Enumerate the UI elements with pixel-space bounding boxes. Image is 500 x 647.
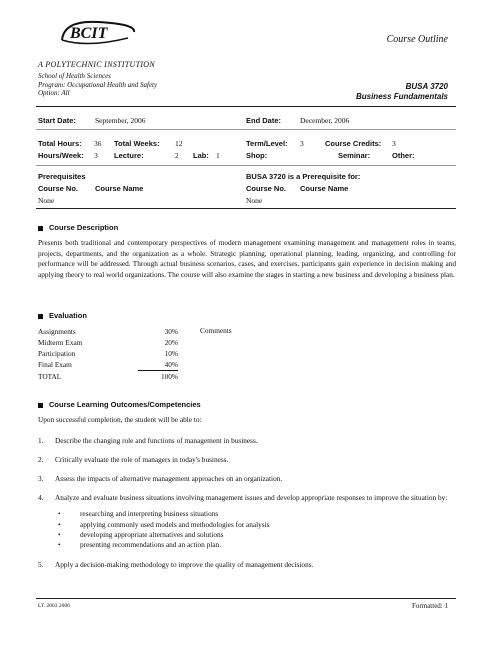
- prereq-for-col-no: Course No.: [246, 184, 287, 193]
- outcomes-heading: [38, 400, 201, 409]
- description-title: Course Description: [49, 223, 119, 232]
- evaluation-total-row: [38, 371, 188, 382]
- shop-label: Shop:: [246, 151, 268, 160]
- evaluation-pct: 40%: [138, 359, 178, 371]
- start-date-value: September, 2006: [95, 116, 146, 125]
- footer-left: LT. 2003 2006: [38, 603, 70, 609]
- lab-label: Lab:: [193, 151, 209, 160]
- section-bullet-icon: [38, 403, 43, 408]
- evaluation-row: [38, 326, 188, 337]
- details-rule-2: [36, 165, 456, 166]
- program-name: Program: Occupational Health and Safety: [38, 80, 158, 89]
- end-date-value: December, 2006: [300, 116, 350, 125]
- outcome-sub-item: • presenting recommendations and an action plan.: [80, 540, 456, 550]
- section-bullet-icon: [38, 226, 43, 231]
- credits-label: Course Credits:: [325, 139, 382, 148]
- evaluation-row: [38, 348, 188, 359]
- outcomes-title: Course Learning Outcomes/Competencies: [49, 400, 201, 409]
- description-heading: [38, 223, 118, 232]
- prereq-for-col-name: Course Name: [300, 184, 349, 193]
- total-hours-value: 36: [94, 139, 102, 148]
- course-title-block: [356, 82, 448, 102]
- outcome-item: 2. Critically evaluate the role of managers in today's business.: [38, 455, 229, 464]
- evaluation-pct: 10%: [164, 349, 178, 358]
- evaluation-row: [38, 359, 188, 371]
- lecture-label: Lecture:: [114, 151, 144, 160]
- tagline: A POLYTECHNIC INSTITUTION: [38, 60, 155, 69]
- prereq-for-value: None: [246, 196, 263, 205]
- lab-value: 1: [216, 151, 220, 160]
- outcome-item: 1. Describe the changing role and functions of management in business.: [38, 436, 258, 445]
- total-weeks-label: Total Weeks:: [114, 139, 160, 148]
- course-code: BUSA 3720: [405, 82, 448, 91]
- evaluation-total-pct: 100%: [160, 372, 178, 381]
- start-date-label: Start Date:: [38, 116, 76, 125]
- evaluation-comments-label: Comments: [200, 326, 232, 335]
- details-rule: [36, 129, 456, 130]
- seminar-label: Seminar:: [338, 151, 371, 160]
- header-rule: [36, 106, 456, 107]
- program-info: [38, 72, 157, 98]
- evaluation-heading: [38, 311, 87, 320]
- end-date-label: End Date:: [246, 116, 282, 125]
- evaluation-item: Participation: [38, 349, 76, 358]
- total-hours-label: Total Hours:: [38, 139, 82, 148]
- evaluation-total-label: TOTAL: [38, 372, 62, 381]
- prereq-col-name: Course Name: [95, 184, 144, 193]
- prereq-for-title: BUSA 3720 is a Prerequisite for:: [246, 172, 361, 181]
- bcit-logo: [58, 18, 138, 48]
- outcome-sub-list: [80, 509, 456, 550]
- outcome-item: 4. Analyze and evaluate business situations involving management issues and develop appropriate responses to improve the situation by:: [38, 493, 448, 502]
- evaluation-pct: 20%: [164, 338, 178, 347]
- evaluation-item: Assignments: [38, 327, 76, 336]
- term-value: 3: [300, 139, 304, 148]
- outcome-sub-item: • applying commonly used models and methodologies for analysis: [80, 520, 456, 530]
- credits-value: 3: [392, 139, 396, 148]
- lecture-value: 2: [175, 151, 179, 160]
- evaluation-row: [38, 337, 188, 348]
- footer-right: Formatted: 1: [412, 602, 448, 610]
- prereq-value: None: [38, 196, 55, 205]
- outcome-item: 3. Assess the impacts of alternative management approaches on an organization.: [38, 474, 283, 483]
- course-name: Business Fundamentals: [355, 92, 448, 101]
- outcome-sub-item: • researching and interpreting business situations: [80, 509, 456, 519]
- evaluation-title: Evaluation: [49, 311, 87, 320]
- school-name: School of Health Sciences: [38, 72, 111, 80]
- prereq-rule: [36, 208, 456, 209]
- prereq-col-no: Course No.: [38, 184, 79, 193]
- evaluation-item: Midterm Exam: [38, 338, 83, 347]
- description-text: Presents both traditional and contemporary perspectives of modern management examining management and management roles in teams, projects, departments, and the organization as a whole. Strategic planning, operational planning, leading, organizing, and controlling for performance will be addressed. Through actual business scenarios, cases, and exercises, participants gain experience in decision making and applying theory to real world organizations. The course will also examine the stages in starting a new business and developing a business plan.: [38, 238, 456, 279]
- other-label: Other:: [392, 151, 415, 160]
- section-bullet-icon: [38, 314, 43, 319]
- document-type: Course Outline: [386, 34, 448, 45]
- hours-week-value: 3: [94, 151, 98, 160]
- evaluation-table: [38, 326, 188, 382]
- evaluation-pct: 30%: [164, 327, 178, 336]
- outcome-item: 5. Apply a decision-making methodology to improve the quality of management decisions.: [38, 560, 314, 570]
- outcome-sub-item: • developing appropriate alternatives and solutions: [80, 530, 456, 540]
- evaluation-item: Final Exam: [38, 360, 72, 369]
- hours-week-label: Hours/Week:: [38, 151, 84, 160]
- total-weeks-value: 12: [175, 139, 183, 148]
- program-option: Option: All: [38, 89, 70, 97]
- term-label: Term/Level:: [246, 139, 288, 148]
- outcomes-list: [38, 436, 456, 569]
- outcomes-intro: Upon successful completion, the student will be able to:: [38, 415, 202, 424]
- footer-rule: [36, 598, 456, 599]
- logo-text: BCIT: [70, 25, 108, 42]
- prereq-title: Prerequisites: [38, 172, 86, 181]
